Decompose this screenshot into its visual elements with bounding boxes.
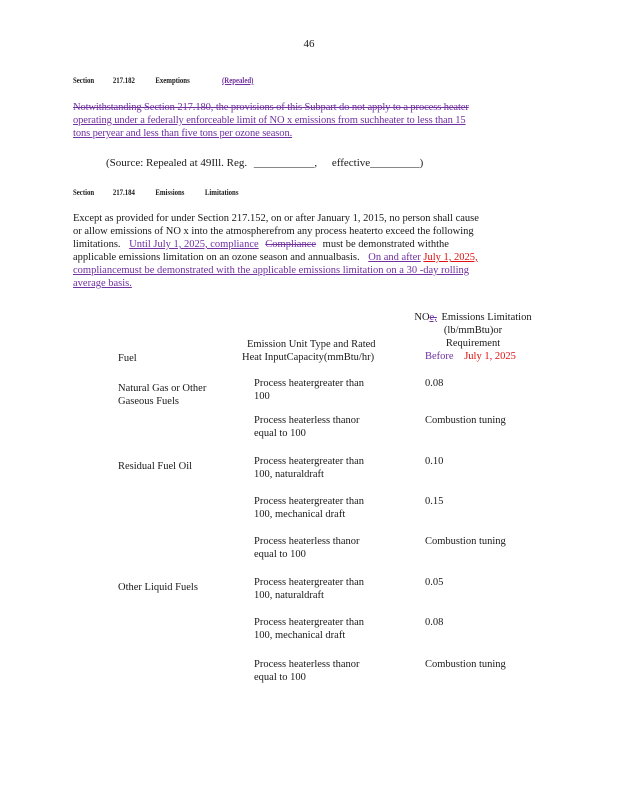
section-number: 217.182 xyxy=(112,76,135,85)
unit-line: Process heaterless thanor xyxy=(254,659,360,670)
inserted-date: July 1, 2025, xyxy=(423,252,478,263)
unit-line: 100, naturaldraft xyxy=(254,469,324,480)
body-line xyxy=(73,238,543,251)
section-184-body xyxy=(73,212,543,290)
unit-line: Process heatergreater than xyxy=(254,456,365,467)
header-line: Emissions Limitation xyxy=(441,312,532,323)
unit-type-cell xyxy=(254,455,364,481)
unit-type-cell xyxy=(254,495,364,521)
fuel-line: Natural Gas or Other xyxy=(118,383,207,394)
header-line: Heat InputCapacity(mmBtu/hr) xyxy=(242,352,375,363)
limit-cell: Combustion tuning xyxy=(425,536,506,547)
unit-type-cell xyxy=(254,414,360,440)
section-label: Section xyxy=(73,76,95,85)
inserted-text xyxy=(129,239,258,250)
source-prefix: (Source: Repealed at 49Ill. Reg. xyxy=(106,157,248,169)
header-deleted: e, xyxy=(429,312,437,323)
section-182-heading xyxy=(73,74,277,87)
section-182-body xyxy=(73,101,543,140)
body-line: Notwithstanding Section 217.180, the provisions of this Subpart do not apply to a process heater xyxy=(73,102,469,113)
section-title: Emissions xyxy=(155,188,185,197)
section-number: 217.184 xyxy=(112,188,135,197)
unit-line: Process heatergreater than xyxy=(254,577,365,588)
unit-type-cell xyxy=(254,658,360,684)
fuel-cell xyxy=(118,460,192,473)
body-text: applicable emissions limitation on an ozone season and annualbasis. xyxy=(73,252,360,263)
inserted-line: average basis. xyxy=(73,278,132,289)
limit-cell: 0.05 xyxy=(425,577,444,588)
inserted-text: On and after xyxy=(368,252,421,263)
body-line: operating under a federally enforceable limit of NO x emissions from suchheater to less than 15 xyxy=(73,115,466,126)
body-text: must be demonstrated withthe xyxy=(322,239,449,250)
body-line: tons peryear and less than five tons per ozone season. xyxy=(73,128,293,139)
body-line: Except as provided for under Section 217.152, on or after January 1, 2015, no person shall cause xyxy=(73,213,479,224)
section-label: Section xyxy=(73,188,95,197)
header-nox: NO xyxy=(414,312,430,323)
limit-cell: Combustion tuning xyxy=(425,659,506,670)
table-header-limit xyxy=(405,311,541,363)
source-blank-effective: _________) xyxy=(370,157,424,169)
unit-line: equal to 100 xyxy=(254,428,306,439)
header-line: Requirement xyxy=(445,338,501,349)
header-date: July 1, 2025 xyxy=(464,351,516,362)
body-text: limitations. xyxy=(73,239,121,250)
repealed-status: (Repealed) xyxy=(222,76,254,85)
unit-type-cell xyxy=(254,535,360,561)
fuel-line: Other Liquid Fuels xyxy=(118,582,198,593)
unit-line: equal to 100 xyxy=(254,549,306,560)
fuel-cell xyxy=(118,581,198,594)
unit-line: Process heaterless thanor xyxy=(254,536,360,547)
fuel-line: Gaseous Fuels xyxy=(118,396,179,407)
unit-type-cell xyxy=(254,576,364,602)
body-line xyxy=(73,251,543,264)
unit-line: Process heatergreater than xyxy=(254,378,365,389)
inserted-until-date: Until July 1, 2025, compliance xyxy=(129,239,259,250)
section-title: Exemptions xyxy=(155,76,190,85)
source-blank-reg: ___________, xyxy=(253,157,318,169)
header-before: Before xyxy=(425,351,454,362)
page-number: 46 xyxy=(303,38,315,50)
table-header-unit-type xyxy=(242,338,376,364)
header-line: (lb/mmBtu)or xyxy=(443,325,503,336)
deleted-text: Compliance xyxy=(265,239,317,250)
limit-cell: 0.08 xyxy=(425,378,444,389)
section-184-heading xyxy=(73,186,238,199)
limit-cell: Combustion tuning xyxy=(425,415,506,426)
unit-type-cell xyxy=(254,377,364,403)
unit-line: 100, mechanical draft xyxy=(254,509,346,520)
source-effective: effective xyxy=(331,157,371,169)
limit-cell: 0.08 xyxy=(425,617,444,628)
unit-line: Process heatergreater than xyxy=(254,617,365,628)
inserted-line: compliancemust be demonstrated with the applicable emissions limitation on a 30 -day rolling xyxy=(73,265,469,276)
unit-line: 100, naturaldraft xyxy=(254,590,324,601)
unit-line: Process heatergreater than xyxy=(254,496,365,507)
fuel-line: Residual Fuel Oil xyxy=(118,461,193,472)
section-title-2: Limitations xyxy=(204,188,239,197)
limit-cell: 0.15 xyxy=(425,496,444,507)
unit-line: 100, mechanical draft xyxy=(254,630,346,641)
body-line: or allow emissions of NO x into the atmospherefrom any process heaterto exceed the following xyxy=(73,226,474,237)
source-line xyxy=(106,157,423,170)
fuel-cell xyxy=(118,382,206,408)
unit-type-cell xyxy=(254,616,364,642)
unit-line: equal to 100 xyxy=(254,672,306,683)
unit-line: 100 xyxy=(254,391,270,402)
unit-line: Process heaterless thanor xyxy=(254,415,360,426)
header-line: Emission Unit Type and Rated xyxy=(247,339,376,350)
limit-cell: 0.10 xyxy=(425,456,444,467)
table-header-fuel: Fuel xyxy=(118,353,137,364)
